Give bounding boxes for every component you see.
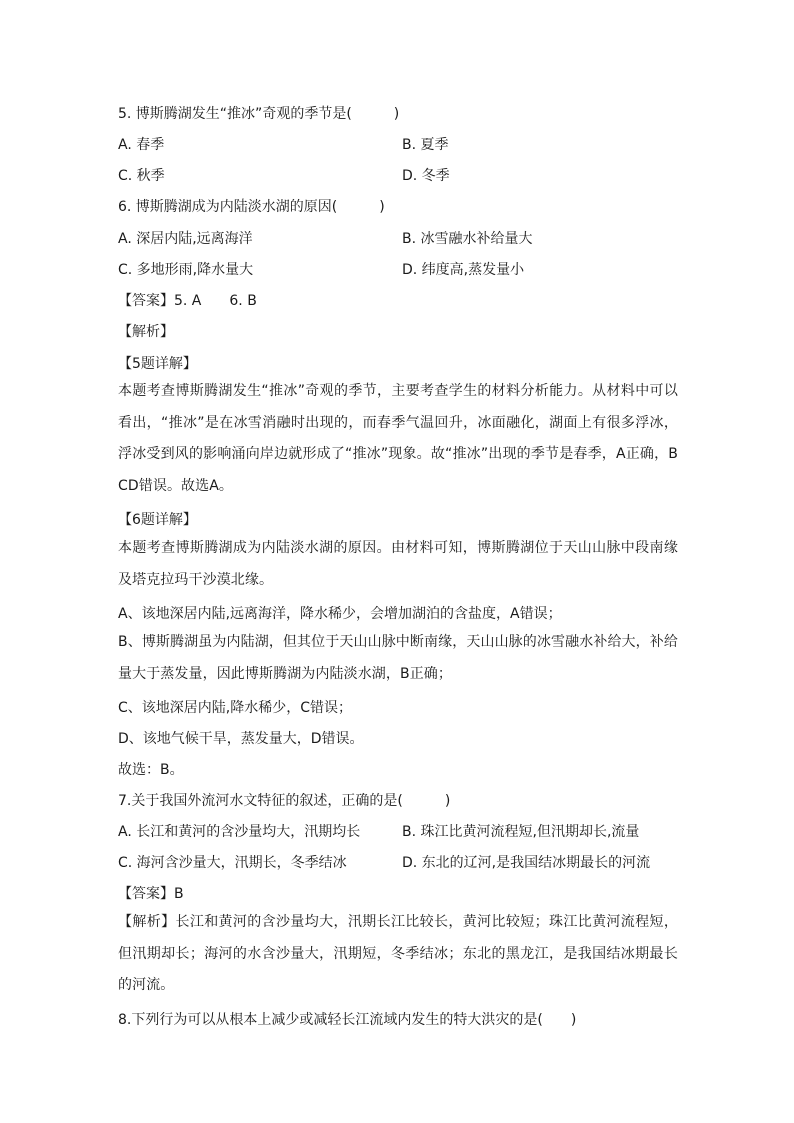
- q5-option-d: D. 冬季: [402, 168, 450, 184]
- q6-stem: 6. 博斯腾湖成为内陆淡水湖的原因( ): [118, 199, 385, 215]
- q7-option-a: A. 长江和黄河的含沙量均大，汛期均长: [118, 824, 361, 840]
- detail6-choose: 故选：B。: [118, 762, 184, 778]
- detail6-option-d: D、该地气候干旱，蒸发量大，D错误。: [118, 731, 364, 747]
- q8-stem: 8.下列行为可以从根本上减少或减轻长江流域内发生的特大洪灾的是( ): [118, 1012, 577, 1028]
- q6-option-a: A. 深居内陆,远离海洋: [118, 231, 253, 247]
- q6-option-c: C. 多地形雨,降水量大: [118, 262, 254, 278]
- answer-7: 【答案】B: [118, 886, 184, 902]
- q6-option-b: B. 冰雪融水补给量大: [402, 231, 533, 247]
- q7-option-b: B. 珠江比黄河流程短,但汛期却长,流量: [402, 824, 640, 840]
- q5-option-c: C. 秋季: [118, 168, 165, 184]
- q6-option-d: D. 纬度高,蒸发量小: [402, 262, 525, 278]
- q7-option-d: D. 东北的辽河,是我国结冰期最长的河流: [402, 855, 651, 871]
- q7-stem: 7.关于我国外流河水文特征的叙述，正确的是( ): [118, 793, 451, 809]
- detail6-intro: 本题考查博斯腾湖成为内陆淡水湖的原因。由材料可知，博斯腾湖位于天山山脉中段南缘及塔克拉玛干沙漠北缘。: [118, 540, 678, 588]
- analysis-7: 【解析】长江和黄河的含沙量均大，汛期长江比较长，黄河比较短；珠江比黄河流程短，但汛期却长；海河的水含沙量大，汛期短，冬季结冰；东北的黑龙江，是我国结冰期最长的河流。: [118, 914, 678, 993]
- detail5-heading: 【5题详解】: [118, 356, 197, 372]
- analysis-label: 【解析】: [118, 324, 174, 340]
- detail6-option-c: C、该地深居内陆,降水稀少，C错误；: [118, 700, 353, 716]
- detail6-option-b: B、博斯腾湖虽为内陆湖，但其位于天山山脉中断南缘，天山山脉的冰雪融水补给大，补给量大于蒸发量，因此博斯腾湖为内陆淡水湖，B正确；: [118, 634, 678, 682]
- answer-5-6: 【答案】5. A 6. B: [118, 293, 257, 309]
- q7-option-c: C. 海河含沙量大，汛期长，冬季结冰: [118, 855, 347, 871]
- detail6-option-a: A、该地深居内陆,远离海洋，降水稀少，会增加湖泊的含盐度，A错误；: [118, 606, 562, 622]
- detail6-heading: 【6题详解】: [118, 512, 197, 528]
- q5-option-a: A. 春季: [118, 137, 165, 153]
- q5-option-b: B. 夏季: [402, 137, 449, 153]
- q5-stem: 5. 博斯腾湖发生“推冰”奇观的季节是( ): [118, 106, 400, 122]
- detail5-text: 本题考查博斯腾湖发生“推冰”奇观的季节，主要考查学生的材料分析能力。从材料中可以看出，“推冰”是在冰雪消融时出现的，而春季气温回升，冰面融化，湖面上有很多浮冰，浮冰受到风的影响涌向岸边就形成了“推冰”现象。故“推冰”出现的季节是春季，A正确，BCD错误。故选A。: [118, 383, 678, 494]
